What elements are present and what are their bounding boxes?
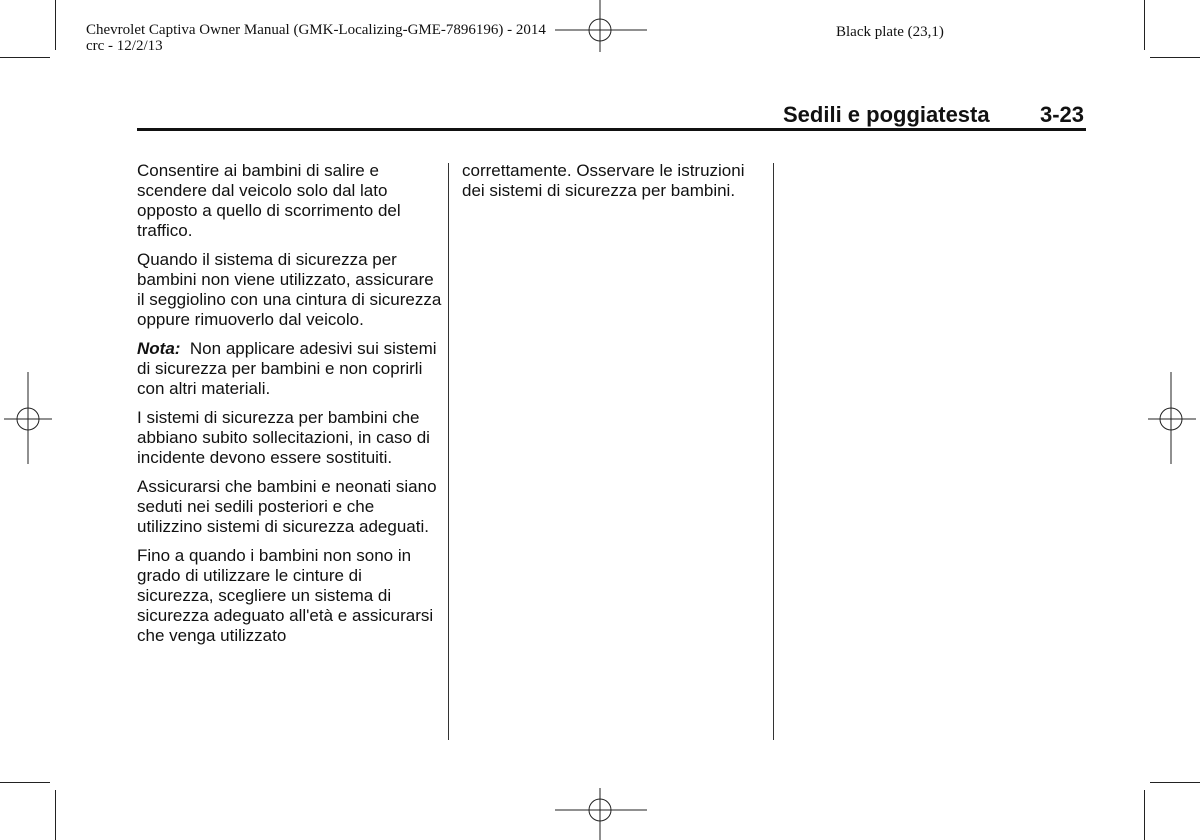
paragraph: I sistemi di sicurezza per bambini che abbiano subito sollecitazioni, in caso di incidente devono essere sostituiti. — [137, 408, 430, 467]
column-divider — [773, 163, 774, 740]
paragraph: Quando il sistema di sicurezza per bambini non viene utilizzato, assicurare il seggiolino con una cintura di sicurezza oppure rimuoverlo dal veicolo. — [137, 250, 442, 329]
manual-header: Chevrolet Captiva Owner Manual (GMK-Localizing-GME-7896196) - 2014 — [86, 22, 546, 38]
title-rule — [137, 128, 1086, 131]
note-paragraph — [137, 339, 442, 399]
registration-mark-icon — [555, 780, 650, 840]
registration-mark-icon — [0, 372, 60, 467]
text-column-1 — [137, 161, 442, 655]
note-text: Non applicare adesivi sui sistemi di sicurezza per bambini e non coprirli con altri materiali. — [137, 339, 437, 398]
page-number: 3-23 — [1040, 102, 1085, 127]
paragraph: Fino a quando i bambini non sono in grado di utilizzare le cinture di sicurezza, scegliere un sistema di sicurezza adeguato all'età e assicurarsi che venga utilizzato — [137, 546, 434, 645]
paragraph: Assicurarsi che bambini e neonati siano seduti nei sedili posteriori e che utilizzino sistemi di sicurezza adeguati. — [137, 477, 437, 536]
section-title: Sedili e poggiatesta — [783, 102, 990, 127]
paragraph: Consentire ai bambini di salire e scendere dal veicolo solo dal lato opposto a quello di scorrimento del traffico. — [137, 161, 401, 240]
registration-mark-icon — [1140, 372, 1200, 467]
column-divider — [448, 163, 449, 740]
black-plate-label: Black plate (23,1) — [836, 24, 944, 40]
note-label: Nota: — [137, 339, 181, 358]
registration-mark-icon — [555, 0, 650, 60]
paragraph: correttamente. Osservare le istruzioni dei sistemi di sicurezza per bambini. — [462, 161, 745, 200]
text-column-2 — [462, 161, 762, 210]
crc-date: crc - 12/2/13 — [86, 38, 163, 54]
